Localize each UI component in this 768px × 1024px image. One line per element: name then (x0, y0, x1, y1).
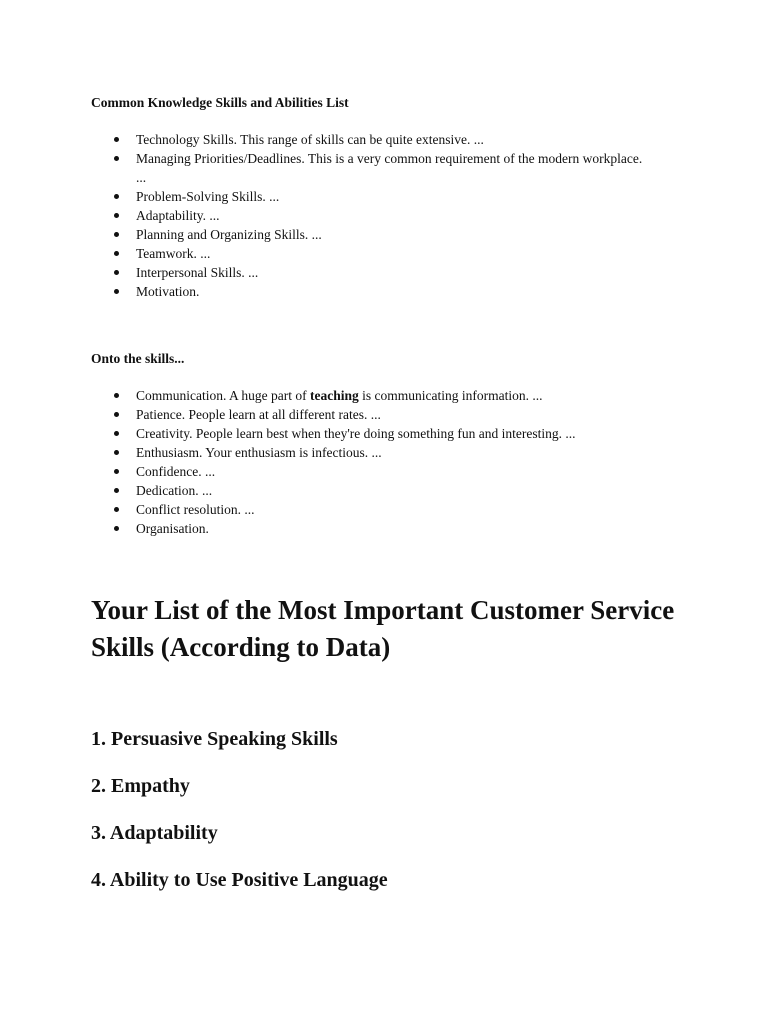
bold-text: teaching (309, 388, 359, 403)
bullet-icon (114, 450, 119, 455)
section-heading-knowledge-skills: Common Knowledge Skills and Abilities List (91, 95, 349, 110)
bullet-icon (114, 289, 119, 294)
list-item: Planning and Organizing Skills. ... (91, 225, 651, 244)
list-item: Managing Priorities/Deadlines. This is a very common requirement of the modern workplace. ... (91, 149, 651, 187)
list-item: Organisation. (91, 519, 651, 538)
bullet-icon (114, 213, 119, 218)
list-item: Dedication. ... (91, 481, 651, 500)
list-item: Creativity. People learn best when they're doing something fun and interesting. ... (91, 424, 651, 443)
section-heading-onto-skills: Onto the skills... (91, 351, 185, 366)
teaching-skills-list (91, 386, 651, 538)
bullet-icon (114, 526, 119, 531)
bullet-icon (114, 251, 119, 256)
list-item: Enthusiasm. Your enthusiasm is infectious. ... (91, 443, 651, 462)
bullet-icon (114, 507, 119, 512)
list-item: Conflict resolution. ... (91, 500, 651, 519)
list-item: Motivation. (91, 282, 651, 301)
customer-service-title: Your List of the Most Important Customer Service Skills (According to Data) (91, 595, 675, 662)
bullet-icon (114, 412, 119, 417)
bullet-icon (114, 232, 119, 237)
bullet-icon (114, 431, 119, 436)
numbered-heading: 1. Persuasive Speaking Skills (91, 728, 338, 750)
numbered-heading: 2. Empathy (91, 775, 190, 797)
numbered-heading: 4. Ability to Use Positive Language (91, 869, 388, 891)
bullet-icon (114, 469, 119, 474)
bullet-icon (114, 137, 119, 142)
bullet-icon (114, 488, 119, 493)
list-item: Adaptability. ... (91, 206, 651, 225)
list-item: Technology Skills. This range of skills can be quite extensive. ... (91, 130, 651, 149)
list-item: Confidence. ... (91, 462, 651, 481)
list-item: Interpersonal Skills. ... (91, 263, 651, 282)
bullet-icon (114, 156, 119, 161)
knowledge-skills-list (91, 130, 651, 301)
list-item: Teamwork. ... (91, 244, 651, 263)
list-item: Communication. A huge part of teaching is communicating information. ... (91, 386, 651, 405)
numbered-heading: 3. Adaptability (91, 822, 218, 844)
list-item: Problem-Solving Skills. ... (91, 187, 651, 206)
bullet-icon (114, 393, 119, 398)
bullet-icon (114, 194, 119, 199)
list-item: Patience. People learn at all different rates. ... (91, 405, 651, 424)
bullet-icon (114, 270, 119, 275)
